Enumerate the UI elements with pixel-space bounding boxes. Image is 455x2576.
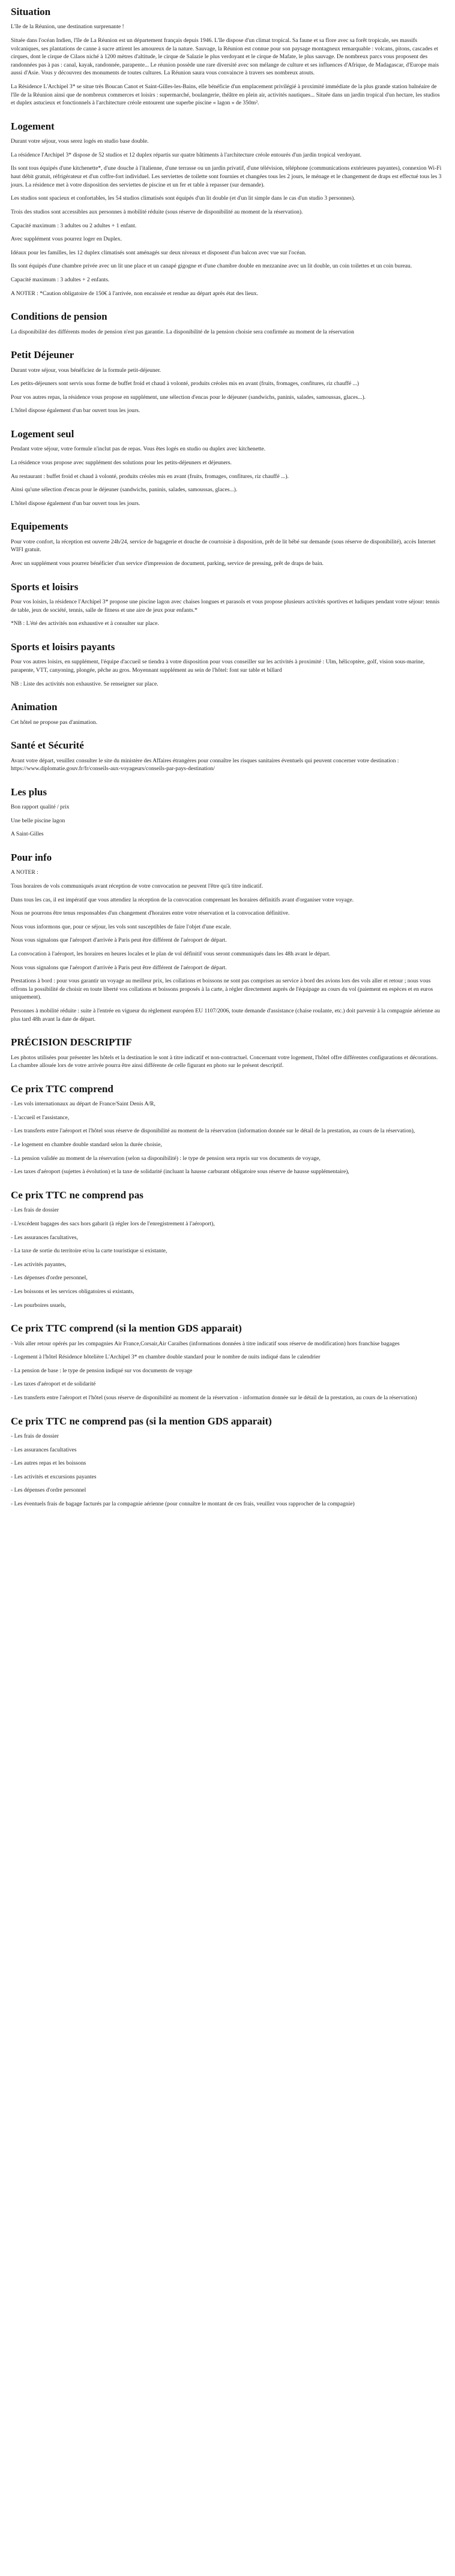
paragraph: Capacité maximum : 3 adultes ou 2 adultes + 1 enfant. <box>11 222 137 229</box>
paragraph: Pour vos autres loisirs, en supplément, l'équipe d'accueil se tiendra à votre disposition pour vous conseiller sur les activités à proximité : Ulm, hélicoptère, golf, vision sous-marine, parapente, VTT, canyoning, plongée, pêche au gros. Moyennant supplément au sein de l'hôtel: font sur table et billard <box>11 659 425 674</box>
paragraph: La Résidence L'Archipel 3* se situe très Boucan Canot et Saint-Gilles-les-Bains, elle bénéficie d'un emplacement privilégié à proximité immédiate de la plus grande station balnéaire de l'île de la Réunion ainsi que de nombreux commerces et loisirs : supermarché, boulangerie, théâtre en plein air, activités nautiques... Située dans un jardin tropical d'un hectare, les studios et duplex astucieux et fonctionnels à l'architecture créole entourent une superbe piscine « lagon » de 350m². <box>11 83 440 107</box>
paragraph: - Les vols internationaux au départ de France/Saint Denis A/R, <box>11 1101 155 1108</box>
paragraph: Tous horaires de vols communiqués avant réception de votre convocation ne peuvent l'être qu'à titre indicatif. <box>11 882 263 889</box>
paragraph: Durant votre séjour, vous bénéficiez de la formule petit-déjeuner. <box>11 366 161 374</box>
paragraph: - Les activités et excursions payantes <box>11 1473 97 1480</box>
paragraph: - Les transferts entre l'aéroport et l'hôtel (sous réserve de disponibilité au moment de la réservation - information donnée sur le détail de la prestation, au cours de la réservation) <box>11 1394 417 1401</box>
paragraph: *NB : L'été des activités non exhaustive et à consulter sur place. <box>11 620 159 627</box>
paragraph: Une belle piscine lagon <box>11 817 65 824</box>
paragraph: - La taxe de sortie du territoire et/ou la carte touristique si existante, <box>11 1248 167 1255</box>
paragraph: L'hôtel dispose également d'un bar ouvert tous les jours. <box>11 500 140 507</box>
paragraph: Cet hôtel ne propose pas d'animation. <box>11 719 98 726</box>
paragraph: Située dans l'océan Indien, l'île de La Réunion est un département français depuis 1946. L'île dispose d'un climat tropical. Sa faune et sa flore avec sa forêt tropicale, ses massifs volcaniques, ses plantations de canne à sucre attirent les amoureux de la nature. Sauvage, la Réunion est connue pour son paysage montagneux remarquable : volcans, pitons, cascades et cirques, dont le cirque de Cilaos niché à 1200 mètres d'altitude, le cirque de Salazie le plus verdoyant et le cirque de Mafate, le plus sauvage. De nombreux parcs vous proposent des randonnées pas à pas : canal, kayak, randonnée, parapente... Le réunion possède une rare diversité avec son mélange de culture et ses influences d'Afrique, de Madagascar, d'Europe mais aussi d'Asie. Vous y découvrez des monuments de toutes cultures. La Réunion saura vous convaincre à travers ses nombreux atouts. <box>11 37 439 77</box>
paragraph: Les photos utilisées pour présenter les hôtels et la destination le sont à titre indicatif et non-contractuel. Concernant votre logement, l'hôtel offre différentes configurations et décorations. La chambre allouée lors de votre arrivée pourra être ainsi différente de celle figurant en photo sur le présent descriptif. <box>11 1054 438 1069</box>
paragraph: Les studios sont spacieux et confortables, les 54 studios climatisés sont équipés d'un lit double (et d'un lit simple dans le cas d'un studio 3 personnes). <box>11 195 355 202</box>
paragraph: - Les taxes d'aéroport (sujettes à évolution) et la taxe de solidarité (incluant la hausse carburant obligatoire sous réserve de hausse supplémentaire), <box>11 1168 349 1176</box>
paragraph: Nous ne pourrons être tenus responsables d'un changement d'horaires entre votre réservation et la convocation définitive. <box>11 910 290 917</box>
paragraph: A Saint-Gilles <box>11 831 44 838</box>
section-heading-animation: Animation <box>11 701 58 713</box>
paragraph: - Les boissons et les services obligatoires si existants, <box>11 1288 134 1295</box>
section-heading-ce-prix-ne-comprend-pas-gds: Ce prix TTC ne comprend pas (si la mention GDS apparait) <box>11 1415 272 1427</box>
paragraph: Nous vous signalons que l'aéroport d'arrivée à Paris peut être différent de l'aéroport de départ. <box>11 964 227 971</box>
paragraph: Nous vous informons que, pour ce séjour, les vols sont susceptibles de faire l'objet d'une escale. <box>11 923 232 930</box>
paragraph: Trois des studios sont accessibles aux personnes à mobilité réduite (sous réserve de disponibilité au moment de la réservation). <box>11 208 303 215</box>
paragraph: - Les taxes d'aéroport et de solidarité <box>11 1381 96 1388</box>
section-heading-logement: Logement <box>11 120 55 132</box>
paragraph: La résidence vous propose avec supplément des solutions pour les petits-déjeuners et déjeuners. <box>11 459 232 467</box>
paragraph: - Les dépenses d'ordre personnel <box>11 1487 86 1494</box>
paragraph: - Les pourboires usuels, <box>11 1301 66 1309</box>
paragraph: - Les frais de dossier <box>11 1433 59 1439</box>
paragraph: Avec supplément vous pourrez loger en Duplex. <box>11 236 122 243</box>
paragraph: Pour vos loisirs, la résidence l'Archipel 3* propose une piscine lagon avec chaises longues et parasols et vous propose plusieurs activités sportives et ludiques pendant votre séjour: tennis de table, jeux de société, tennis, salle de fitness et une aire de jeux pour enfants.* <box>11 599 440 614</box>
section-heading-ce-prix-comprend: Ce prix TTC comprend <box>11 1083 113 1095</box>
paragraph: - Les autres repas et les boissons <box>11 1460 86 1467</box>
paragraph: - Les éventuels frais de bagage facturés par la compagnie aérienne (pour connaître le montant de ces frais, veuillez vous rapprocher de la compagnie) <box>11 1501 355 1508</box>
paragraph: La disponibilité des différents modes de pension n'est pas garantie. La disponibilité de la pension choisie sera confirmée au moment de la réservation <box>11 328 354 335</box>
paragraph: - Le logement en chambre double standard selon la durée choisie, <box>11 1141 162 1149</box>
paragraph: - Vols aller retour opérés par les compagnies Air France,Corsair,Air Caraibes (informations données à titre indicatif sous réserve de modification) hors franchise bagages <box>11 1340 400 1347</box>
paragraph: Ils sont équipés d'une chambre privée avec un lit une place et un canapé gigogne et d'une chambre double en mezzanine avec un lit double, un coin toilettes et un coin bureau. <box>11 263 412 270</box>
paragraph: - Les assurances facultatives, <box>11 1234 78 1241</box>
paragraph: A NOTER : <box>11 869 38 876</box>
paragraph: Avec un supplément vous pourrez bénéficier d'un service d'impression de document, parking, service de pressing, prêt de draps de bain. <box>11 560 324 567</box>
paragraph: Bon rapport qualité / prix <box>11 804 70 811</box>
paragraph: L'hôtel dispose également d'un bar ouvert tous les jours. <box>11 407 140 414</box>
section-heading-sports-loisirs-payants: Sports et loisirs payants <box>11 641 115 653</box>
paragraph: Les petits-déjeuners sont servis sous forme de buffet froid et chaud à volonté, produits créoles mis en avant (fruits, fromages, confitures, riz chauffé ...) <box>11 380 359 387</box>
section-heading-conditions-pension: Conditions de pension <box>11 311 107 323</box>
paragraph: Dans tous les cas, il est impératif que vous attendiez la réception de la convocation comprenant les horaires définitifs avant d'organiser votre voyage. <box>11 896 354 903</box>
section-heading-sante-securite: Santé et Sécurité <box>11 740 84 752</box>
paragraph: Durant votre séjour, vous serez logés en studio base double. <box>11 138 149 145</box>
paragraph: - Logement à l'hôtel Résidence hôtelière L'Archipel 3* en chambre double standard pour le nombre de nuits indiqué dans le calendrier <box>11 1354 321 1361</box>
paragraph: Ils sont tous équipés d'une kitchenette*, d'une douche à l'italienne, d'une terrasse ou un jardin privatif, d'une télévision, téléphone (communications extérieures payantes), connexion Wi-Fi haut débit gratuit, réfrigérateur et d'un coffre-fort individuel. Les serviettes de toilette sont fournies et changées tous les 2 jours, le ménage et le changement de draps est effectué tous les 3 jours. La résidence met à votre disposition des serviettes de piscine et un fer et table à repasser (sur demande). <box>11 165 442 188</box>
section-heading-ce-prix-comprend-gds: Ce prix TTC comprend (si la mention GDS apparait) <box>11 1322 242 1334</box>
paragraph: - Les frais de dossier <box>11 1207 59 1214</box>
paragraph: Ainsi qu'une sélection d'encas pour le déjeuner (sandwichs, paninis, salades, samoussas, glaces...). <box>11 486 238 494</box>
section-heading-petit-dejeuner: Petit Déjeuner <box>11 349 74 361</box>
paragraph: - Les transferts entre l'aéroport et l'hôtel sous réserve de disponibilité au moment de la réservation (information donnée sur le détail de la prestation, au cours de la réservation), <box>11 1128 415 1135</box>
paragraph: - Les assurances facultatives <box>11 1446 77 1453</box>
paragraph: NB : Liste des activités non exhaustive. Se renseigner sur place. <box>11 680 158 687</box>
paragraph: La résidence l'Archipel 3* dispose de 52 studios et 12 duplex répartis sur quatre bâtiments à l'architecture créole entourés d'un jardin tropical verdoyant. <box>11 151 362 158</box>
section-heading-sports-loisirs: Sports et loisirs <box>11 581 79 593</box>
paragraph: Pour votre confort, la réception est ouverte 24h/24, service de bagagerie et douche de courtoisie à disposition, prêt de lit bébé sur demande (sous réserve de disponibilité), accès Internet WIFI gratuit. <box>11 538 436 554</box>
section-heading-les-plus: Les plus <box>11 786 47 798</box>
section-heading-ce-prix-ne-comprend-pas: Ce prix TTC ne comprend pas <box>11 1189 143 1201</box>
paragraph: Nous vous signalons que l'aéroport d'arrivée à Paris peut être différent de l'aéroport de départ. <box>11 937 227 944</box>
paragraph: Idéaux pour les familles, les 12 duplex climatisés sont aménagés sur deux niveaux et disposent d'un balcon avec vue sur l'océan. <box>11 249 307 256</box>
paragraph: - La pension validée au moment de la réservation (selon sa disponibilité) : le type de pension sera repris sur vos documents de voyage, <box>11 1155 321 1162</box>
paragraph: Prestations à bord : pour vous garantir un voyage au meilleur prix, les collations et boissons ne sont pas comprises au service à bord des avions lors des vols aller et retour ; nous vous offrons la possibilité de choisir en toute liberté vos collations et boissons proposés à la carte, à régler directement auprès de l'équipage au cours du vol (paiement en espèces et en euros uniquement). <box>11 978 433 1001</box>
paragraph: - L'accueil et l'assistance, <box>11 1114 70 1121</box>
paragraph: Capacité maximum : 3 adultes + 2 enfants. <box>11 276 110 283</box>
paragraph: Avant votre départ, veuillez consulter le site du ministère des Affaires étrangères pour connaître les risques sanitaires éventuels qui peuvent concerner votre destination : https://www.diplomatie.gouv.fr/fr/conseils-aux-voyageurs/conseils-par-pays-destination/ <box>11 757 399 773</box>
paragraph: Personnes à mobilité réduite : suite à l'entrée en vigueur du règlement européen EU 1107/2006, toute demande d'assistance (chaise roulante, etc.) doit parvenir à la compagnie aérienne au plus tard 48h avant la date de départ. <box>11 1008 440 1023</box>
paragraph: - Les activités payantes, <box>11 1261 67 1268</box>
section-heading-situation: Situation <box>11 6 51 17</box>
section-heading-equipements: Equipements <box>11 521 68 533</box>
paragraph: L'île de la Réunion, une destination surprenante ! <box>11 23 124 31</box>
paragraph: - Les dépenses d'ordre personnel, <box>11 1275 88 1282</box>
paragraph: Au restaurant : buffet froid et chaud à volonté, produits créoles mis en avant (fruits, fromages, confitures, riz chauffé ...). <box>11 473 289 480</box>
paragraph: Pour vos autres repas, la résidence vous propose en supplément, une sélection d'encas pour le déjeuner (sandwichs, paninis, salades, samoussas, glaces...). <box>11 393 366 401</box>
section-heading-precision-descriptif: PRÉCISION DESCRIPTIF <box>11 1036 132 1048</box>
paragraph: - L'excédent bagages des sacs hors gabarit (à régler lors de l'enregistrement à l'aéroport), <box>11 1220 215 1227</box>
section-heading-pour-info: Pour info <box>11 851 52 863</box>
paragraph: A NOTER : *Caution obligatoire de 150€ à l'arrivée, non encaissée et rendue au départ après état des lieux. <box>11 290 258 297</box>
paragraph: Pendant votre séjour, votre formule n'inclut pas de repas. Vous êtes logés en studio ou duplex avec kitchenette. <box>11 446 266 453</box>
paragraph: La convocation à l'aéroport, les horaires en heures locales et le plan de vol définitif vous seront communiqués dans les 48h avant le départ. <box>11 950 331 957</box>
section-heading-logement-seul: Logement seul <box>11 428 74 440</box>
paragraph: - La pension de base : le type de pension indiqué sur vos documents de voyage <box>11 1367 193 1374</box>
